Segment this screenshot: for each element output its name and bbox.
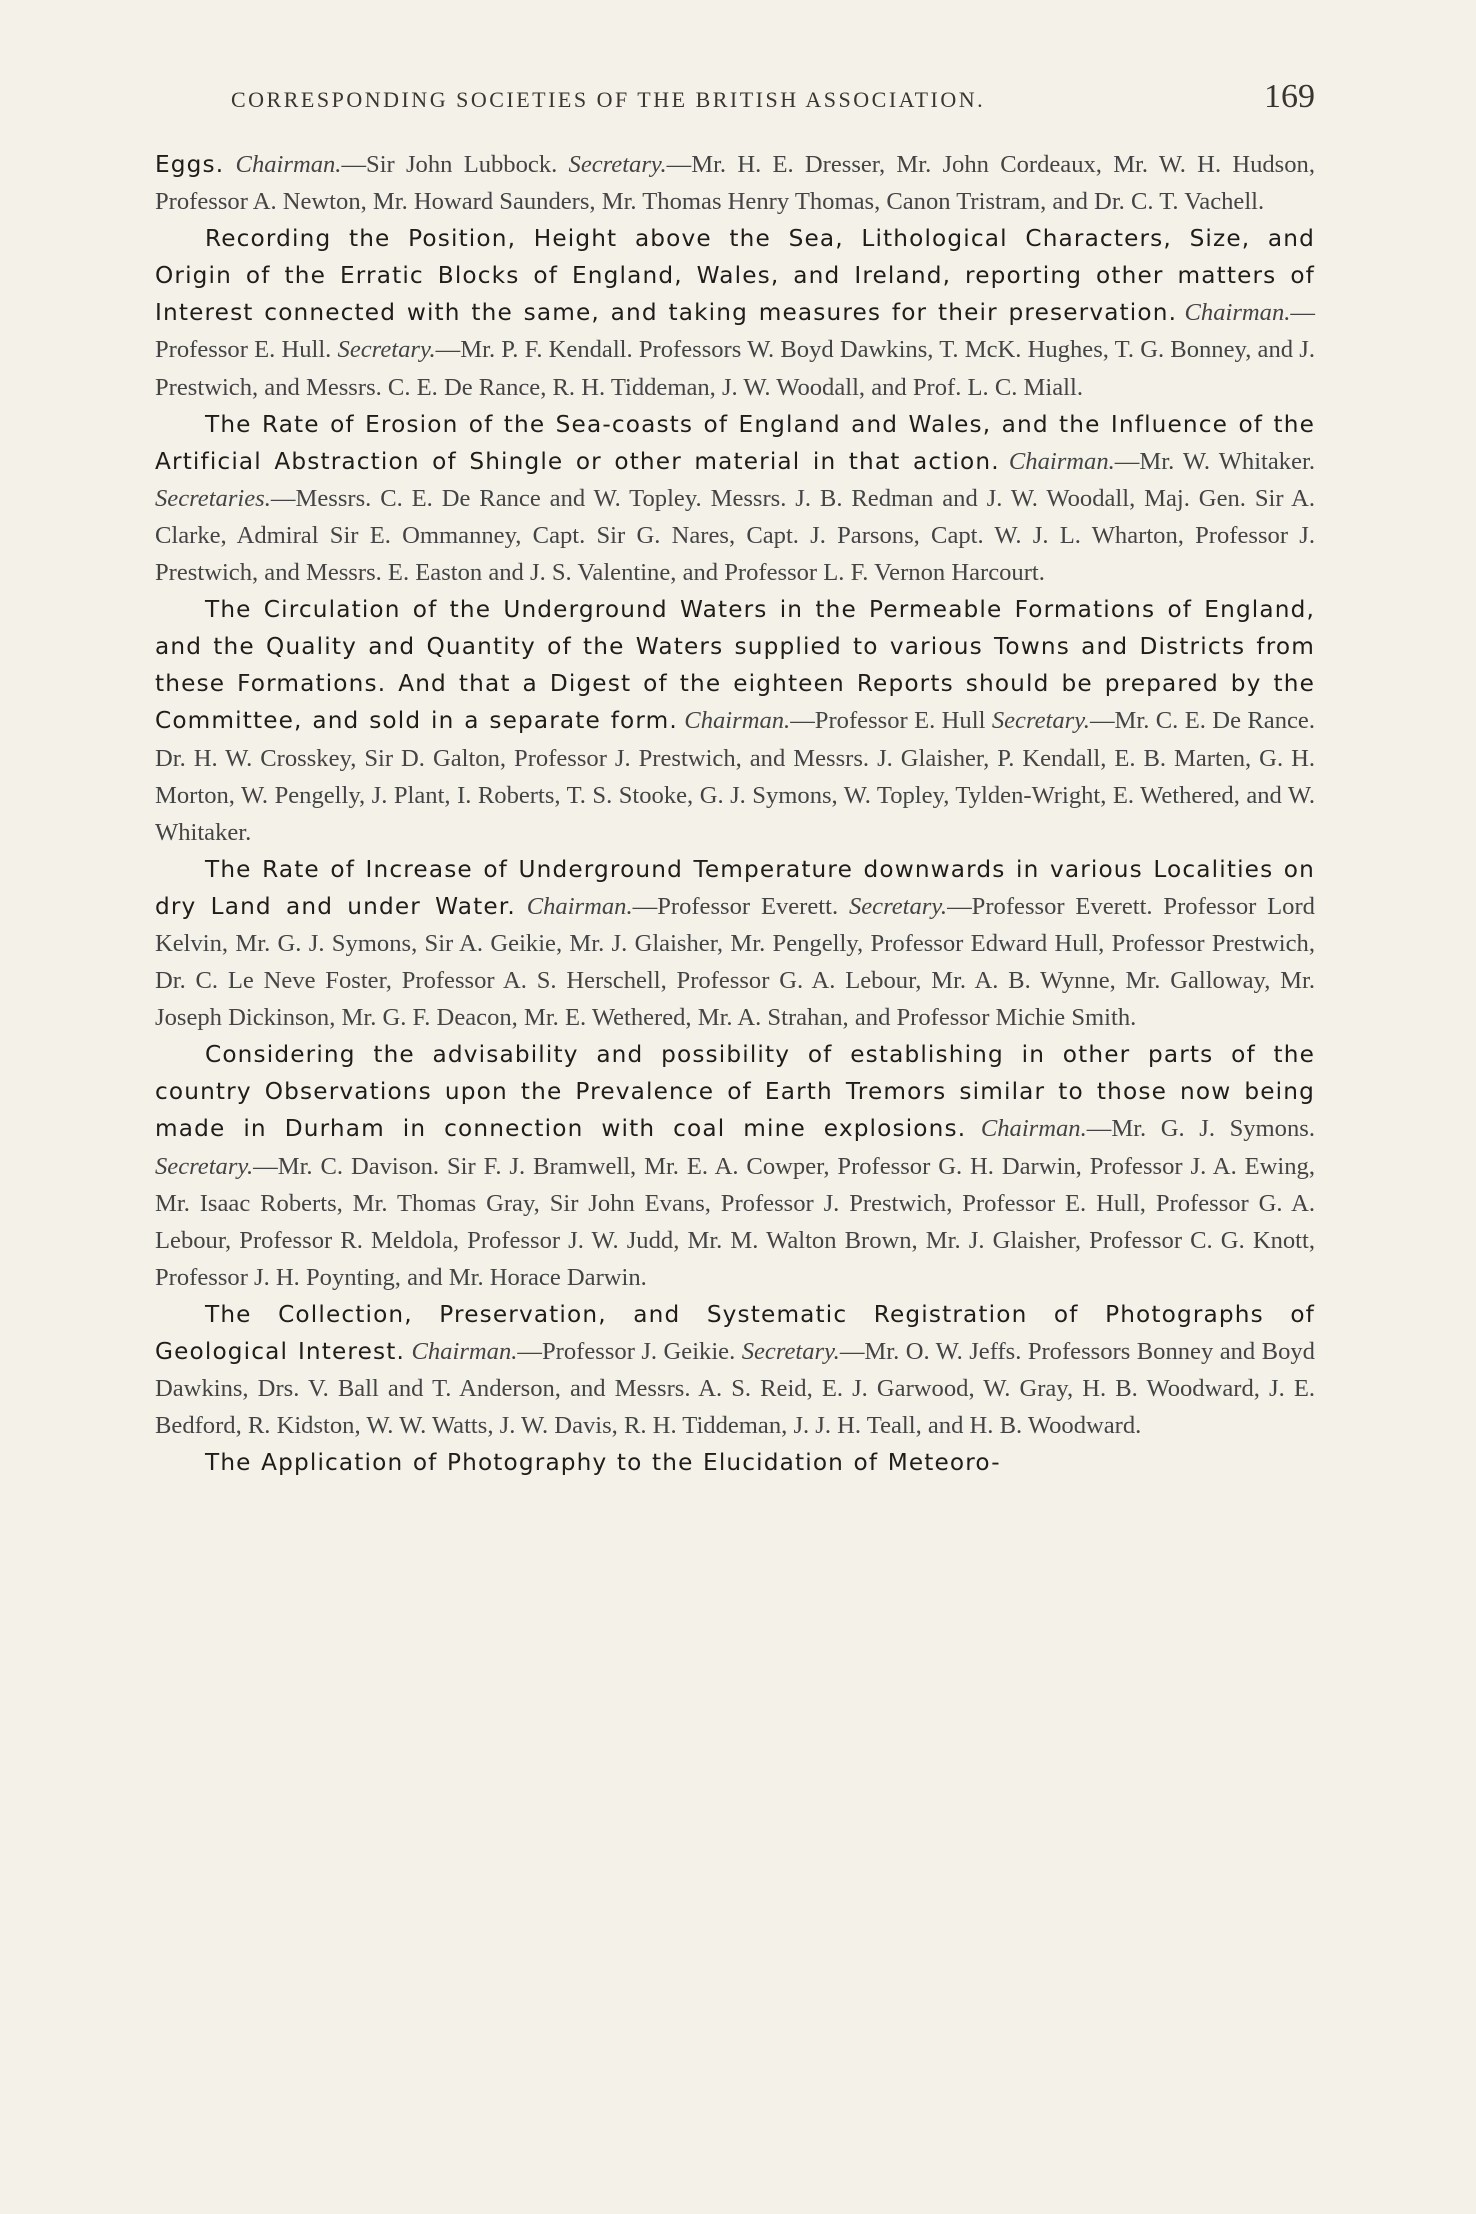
secretary-label: Secretary. <box>568 151 667 178</box>
committee-subject: Recording the Position, Height above the Sea, Lithological Characters, Size, and Origin of the Erratic Blocks of England, Wales, and Ireland, reporting other matters of Interest connected with the same, and taking measures for their preservation. <box>155 225 1315 327</box>
committee-entry-geological-photographs <box>155 1296 1315 1444</box>
member-names: —Messrs. C. E. De Rance and W. Topley. Messrs. J. B. Redman and J. W. Woodall, Maj. Gen. Sir A. Clarke, Admiral Sir E. Ommanney, Capt. Sir G. Nares, Capt. J. Parsons, Capt. W. J. L. Wharton, Professor J. Prestwich, and Messrs. E. Easton and J. S. Valentine, and Professor L. F. Vernon Harcourt. <box>155 484 1315 587</box>
secretary-label: Secretary. <box>337 336 436 364</box>
committee-subject: The Application of Photography to the Elucidation of Meteoro- <box>205 1449 1001 1477</box>
header-title: CORRESPONDING SOCIETIES OF THE BRITISH ASSOCIATION. <box>231 87 986 112</box>
secretary-label: Secretary. <box>741 1338 840 1365</box>
member-names: —Mr. P. F. Kendall. Professors W. Boyd Dawkins, T. McK. Hughes, T. G. Bonney, and J. Prestwich, and Messrs. C. E. De Rance, R. H. Tiddeman, J. W. Woodall, and Prof. L. C. Miall. <box>155 336 1315 401</box>
committee-subject: Considering the advisability and possibility of establishing in other parts of the country Observations upon the Prevalence of Earth Tremors similar to those now being made in Durham in connection with coal mine explosions. <box>155 1041 1315 1143</box>
committee-entry-earth-tremors <box>155 1036 1315 1296</box>
member-names: —Professor Everett. Professor Lord Kelvin, Mr. G. J. Symons, Sir A. Geikie, Mr. J. Glaisher, Mr. Pengelly, Professor Edward Hull, Professor Prestwich, Dr. C. Le Neve Foster, Professor A. S. Herschell, Professor G. A. Lebour, Mr. A. B. Wynne, Mr. Galloway, Mr. Joseph Dickinson, Mr. G. F. Deacon, Mr. E. Wethered, Mr. A. Strahan, and Professor Michie Smith. <box>155 892 1315 1032</box>
committee-entry-sea-coast-erosion <box>155 406 1315 591</box>
member-names: —Mr. C. E. De Rance. Dr. H. W. Crosskey, Sir D. Galton, Professor J. Prestwich, and Messrs. J. Glaisher, P. Kendall, E. B. Marten, G. H. Morton, W. Pengelly, J. Plant, I. Roberts, T. S. Stooke, G. J. Symons, W. Topley, Tylden-Wright, E. Wethered, and W. Whitaker. <box>155 707 1315 846</box>
secretary-label: Secretary. <box>155 1152 254 1180</box>
secretary-label: Secretary. <box>991 707 1090 735</box>
body-text <box>155 146 1315 1481</box>
chairman-names: —Mr. G. J. Symons. <box>1086 1115 1315 1143</box>
chairman-names: —Mr. W. Whitaker. <box>1114 447 1315 475</box>
committee-entry-underground-waters <box>155 591 1315 851</box>
committee-subject: The Collection, Preservation, and Systematic Registration of Photographs of Geological Interest. <box>155 1300 1315 1365</box>
chairman-names: —Professor E. Hull <box>790 707 986 735</box>
chairman-names: —Sir John Lubbock. <box>341 151 558 178</box>
page-number: 169 <box>1264 78 1315 115</box>
chairman-label: Chairman. <box>235 151 342 178</box>
chairman-label: Chairman. <box>1008 447 1115 475</box>
chairman-names: —Professor E. Hull. <box>155 299 1315 364</box>
committee-subject: The Rate of Erosion of the Sea-coasts of England and Wales, and the Influence of the Artificial Abstraction of Shingle or other material in that action. <box>155 410 1315 475</box>
chairman-label: Chairman. <box>526 892 633 920</box>
chairman-names: —Professor J. Geikie. <box>517 1338 736 1365</box>
secretary-label: Secretaries. <box>155 484 271 512</box>
secretary-label: Secretary. <box>848 892 948 920</box>
member-names: —Mr. C. Davison. Sir F. J. Bramwell, Mr. E. A. Cowper, Professor G. H. Darwin, Professor J. A. Ewing, Mr. Isaac Roberts, Mr. Thomas Gray, Sir John Evans, Professor J. Prestwich, Professor E. Hull, Professor G. A. Lebour, Professor R. Meldola, Professor J. W. Judd, Mr. M. Walton Brown, Mr. J. Glaisher, Professor C. G. Knott, Professor J. H. Poynting, and Mr. Horace Darwin. <box>155 1152 1315 1291</box>
chairman-label: Chairman. <box>1184 299 1291 327</box>
committee-entry-eggs <box>155 146 1315 220</box>
chairman-label: Chairman. <box>411 1338 518 1365</box>
member-names: —Mr. H. E. Dresser, Mr. John Cordeaux, Mr. W. H. Hudson, Professor A. Newton, Mr. Howard Saunders, Mr. Thomas Henry Thomas, Canon Tristram, and Dr. C. T. Vachell. <box>155 151 1315 216</box>
committee-entry-erratic-blocks <box>155 220 1315 405</box>
committee-subject: The Circulation of the Underground Waters in the Permeable Formations of England, and the Quality and Quantity of the Waters supplied to various Towns and Districts from these Formations. And that a Digest of the eighteen Reports should be prepared by the Committee, and sold in a separate form. <box>155 596 1315 735</box>
running-header <box>155 78 1315 116</box>
chairman-label: Chairman. <box>980 1115 1087 1143</box>
committee-subject: Eggs. <box>155 151 225 178</box>
committee-subject: The Rate of Increase of Underground Temperature downwards in various Localities on dry Land and under Water. <box>155 855 1315 920</box>
committee-entry-meteorological-photography <box>155 1444 1315 1481</box>
chairman-label: Chairman. <box>684 707 791 735</box>
member-names: —Mr. O. W. Jeffs. Professors Bonney and Boyd Dawkins, Drs. V. Ball and T. Anderson, and Messrs. A. S. Reid, E. J. Garwood, W. Gray, H. B. Woodward, J. E. Bedford, R. Kidston, W. W. Watts, J. W. Davis, R. H. Tiddeman, J. J. H. Teall, and H. B. Woodward. <box>155 1338 1315 1440</box>
committee-entry-underground-temperature <box>155 851 1315 1036</box>
chairman-names: —Professor Everett. <box>632 892 839 920</box>
